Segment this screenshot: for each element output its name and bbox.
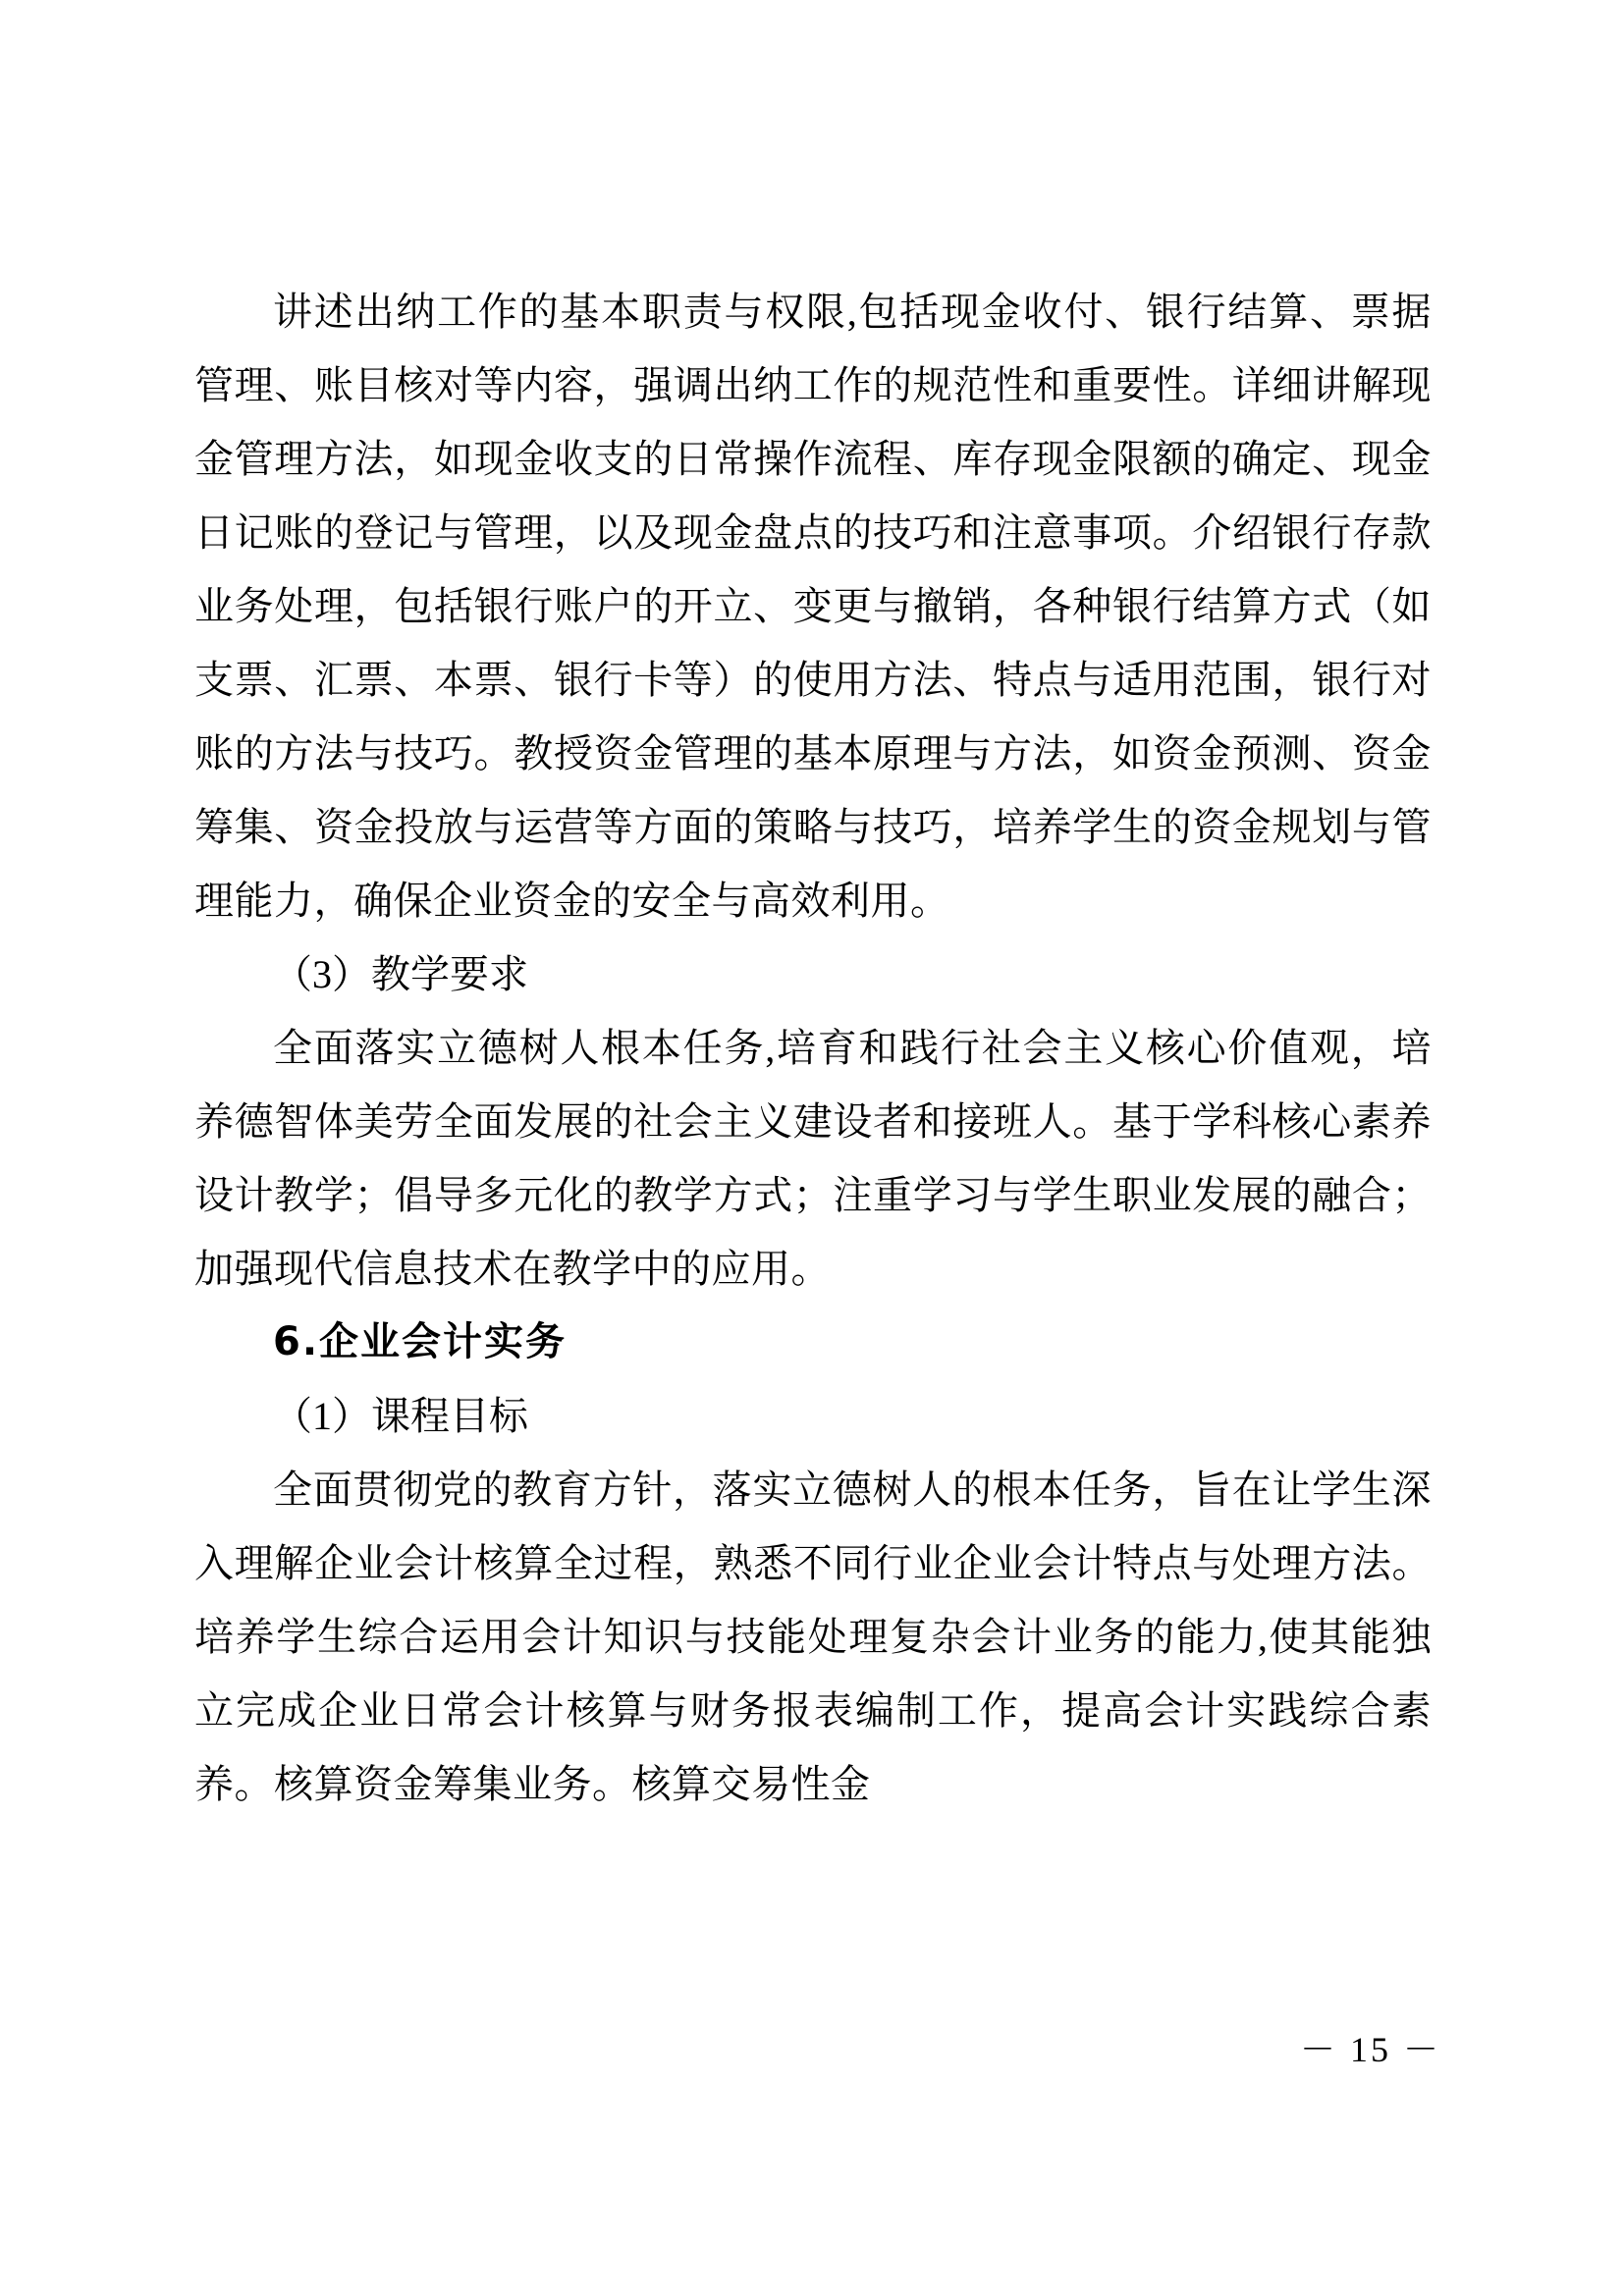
page-number: － 15 － — [1299, 2030, 1441, 2069]
paragraph-teaching-requirements: 全面落实立德树人根本任务,培育和践行社会主义核心价值观，培养德智体美劳全面发展的社会主义建设者和接班人。基于学科核心素养设计教学；倡导多元化的教学方式；注重学习与学生职业发展的融合；加强现代信息技术在教学中的应用。 — [194, 1026, 1432, 1291]
page-content — [194, 275, 1432, 1821]
subheading-teaching-requirements: （3）教学要求 — [273, 952, 528, 996]
paragraph-course-objectives: 全面贯彻党的教育方针，落实立德树人的根本任务，旨在让学生深入理解企业会计核算全过程，熟悉不同行业企业会计特点与处理方法。培养学生综合运用会计知识与技能处理复杂会计业务的能力,使其能独立完成企业日常会计核算与财务报表编制工作，提高会计实践综合素养。核算资金筹集业务。核算交易性金 — [194, 1468, 1432, 1806]
subheading-course-objectives: （1）课程目标 — [273, 1394, 528, 1438]
paragraph-cashier-duties: 讲述出纳工作的基本职责与权限,包括现金收付、银行结算、票据管理、账目核对等内容，强调出纳工作的规范性和重要性。详细讲解现金管理方法，如现金收支的日常操作流程、库存现金限额的确定、现金日记账的登记与管理，以及现金盘点的技巧和注意事项。介绍银行存款业务处理，包括银行账户的开立、变更与撤销，各种银行结算方式（如支票、汇票、本票、银行卡等）的使用方法、特点与适用范围，银行对账的方法与技巧。教授资金管理的基本原理与方法，如资金预测、资金筹集、资金投放与运营等方面的策略与技巧，培养学生的资金规划与管理能力，确保企业资金的安全与高效利用。 — [194, 290, 1432, 923]
heading-enterprise-accounting-practice: 6.企业会计实务 — [273, 1319, 568, 1364]
